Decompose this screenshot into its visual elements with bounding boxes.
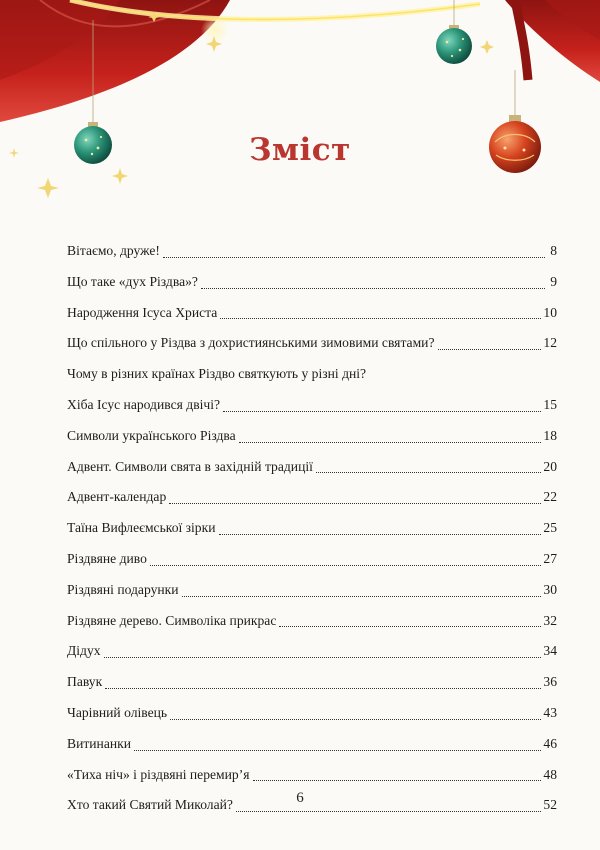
toc-entry-page: 12 [543,335,557,351]
toc-entry-title: Хто такий Святий Миколай? [67,797,233,813]
dot-leader [105,687,541,689]
dot-leader [182,595,542,597]
dot-leader [438,348,542,350]
toc-entry[interactable] [67,667,557,698]
toc-entry[interactable] [67,760,557,791]
dot-leader [219,533,542,535]
toc-entry-title: Адвент. Символи свята в західній традиції [67,458,313,474]
toc-entry[interactable] [67,482,557,513]
toc-entry-page: 8 [550,243,557,258]
toc-entry[interactable] [67,729,557,760]
toc-entry-page: 20 [543,458,557,474]
toc-entry-page: 36 [543,674,557,690]
toc-entry[interactable] [67,298,557,329]
right-curtain [505,0,600,82]
toc-entry-page: 18 [543,427,557,443]
toc-entry-title: «Тиха ніч» і різдвяні перемир’я [67,766,250,782]
toc-entry-page: 52 [543,797,557,813]
dot-leader [220,317,541,319]
toc-entry-page: 15 [543,396,557,412]
toc-entry-title: Народження Ісуса Христа [67,304,218,320]
toc-entry[interactable] [67,421,557,452]
toc-entry-page: 43 [543,704,557,720]
toc-entry-title: Витинанки [67,735,132,751]
toc-entry[interactable] [67,267,557,298]
toc-entry-page: 34 [543,643,557,659]
toc-entry-title: Різдвяне дерево. Символіка прикрас [67,612,277,628]
toc-entry-title: Таїна Вифлеємської зірки [67,520,216,536]
dot-leader [236,810,541,812]
toc-entry-page: 30 [543,581,557,597]
table-of-contents [67,236,557,821]
toc-entry-page: 46 [543,735,557,751]
dot-leader [279,625,541,627]
dot-leader [316,471,542,473]
toc-entry-page: 27 [543,550,557,566]
toc-entry[interactable] [67,236,557,267]
toc-entry-page: 10 [543,304,557,320]
toc-entry-page: 22 [543,489,557,505]
toc-entry-title: Різдвяні подарунки [67,581,179,597]
dot-leader [104,656,542,658]
toc-entry-page: 9 [550,273,557,289]
dot-leader [163,256,545,258]
dot-leader [253,779,542,781]
toc-entry-title: Вітаємо, друже! [67,243,160,258]
green-ornament-top [436,25,472,64]
toc-entry[interactable] [67,636,557,667]
toc-entry-title: Дідух [67,643,101,659]
toc-entry-title: Чарівний олівець [67,704,168,720]
toc-entry-page: 48 [543,766,557,782]
dot-leader [169,502,541,504]
toc-entry-title: Павук [67,674,103,690]
toc-entry[interactable] [67,606,557,637]
christmas-decoration [0,0,600,240]
dot-leader [239,441,542,443]
page-title: Зміст [249,132,351,168]
toc-entry[interactable] [67,698,557,729]
toc-entry-title: Різдвяне диво [67,550,147,566]
toc-entry[interactable] [67,390,557,421]
toc-entry[interactable] [67,452,557,483]
toc-entry[interactable] [67,575,557,606]
page-number: 6 [296,790,304,806]
dot-leader [170,718,541,720]
toc-entry-title: Адвент-календар [67,489,167,505]
toc-entry-title: Символи українського Різдва [67,427,236,443]
toc-entry-title: Чому в різних країнах Різдво святкують у різні дні? [67,366,367,382]
toc-entry[interactable] [67,359,557,390]
toc-entry[interactable] [67,513,557,544]
toc-entry-title: Що спільного у Різдва з дохристиянськими зимовими святами? [67,335,435,351]
toc-entry[interactable] [67,544,557,575]
dot-leader [150,564,542,566]
dot-leader [134,749,541,751]
toc-entry-page: 32 [543,612,557,628]
dot-leader [223,410,541,412]
toc-entry-title: Що таке «дух Різдва»? [67,273,198,289]
toc-entry-page: 25 [543,520,557,536]
dot-leader [201,287,545,289]
toc-entry[interactable] [67,328,557,359]
toc-entry-title: Хіба Ісус народився двічі? [67,396,221,412]
